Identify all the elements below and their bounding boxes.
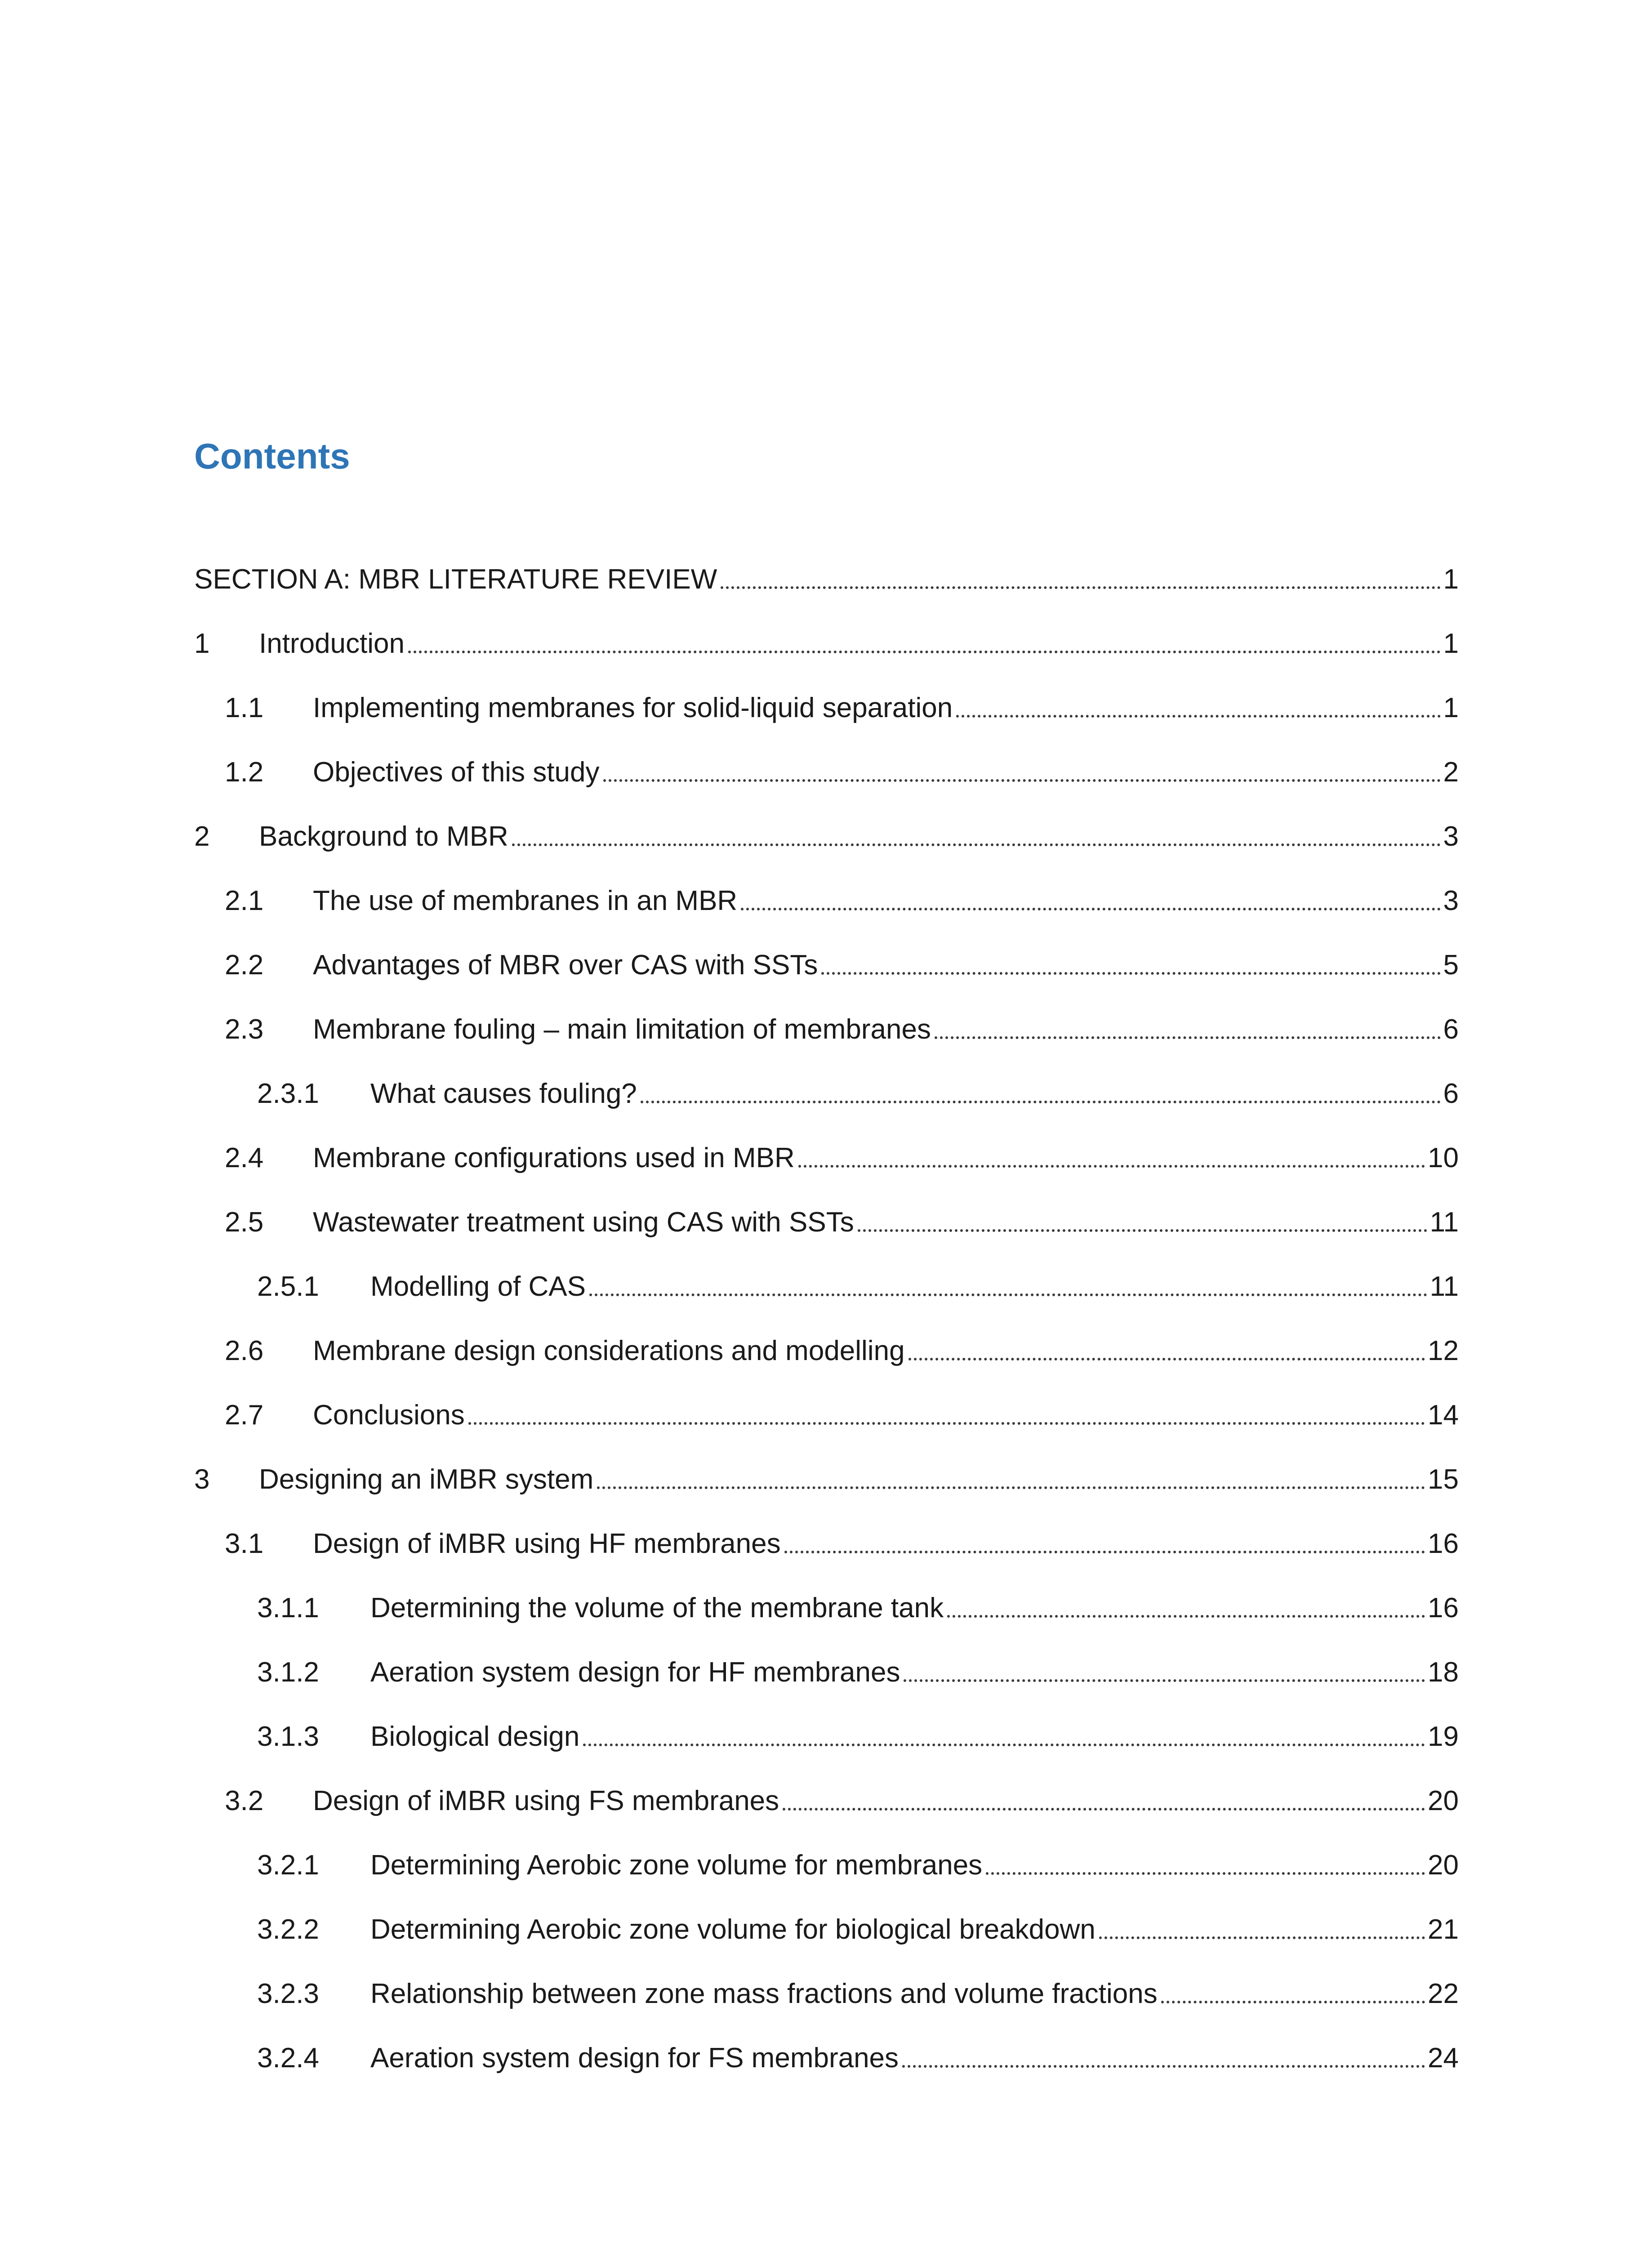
toc-entry-title: Membrane fouling – main limitation of membranes bbox=[313, 1014, 931, 1045]
dot-leader bbox=[408, 623, 1441, 653]
toc-entry-title: Advantages of MBR over CAS with SSTs bbox=[313, 950, 818, 981]
toc-entry-1[interactable] bbox=[194, 617, 1459, 658]
dot-leader bbox=[468, 1394, 1425, 1425]
toc-entry-page: 21 bbox=[1428, 1914, 1459, 1945]
toc-entry-2-7[interactable] bbox=[225, 1389, 1459, 1429]
toc-entry-2-5-1[interactable] bbox=[257, 1260, 1459, 1301]
dot-leader bbox=[902, 2037, 1425, 2068]
toc-entry-title: Membrane design considerations and modelling bbox=[313, 1335, 905, 1366]
toc-entry-number: 2.6 bbox=[225, 1335, 264, 1366]
toc-entry-number: 2.5.1 bbox=[257, 1271, 319, 1302]
dot-leader bbox=[603, 751, 1441, 782]
toc-entry-page: 3 bbox=[1443, 885, 1459, 916]
toc-entry-3-2-4[interactable] bbox=[257, 2032, 1459, 2072]
toc-entry-title: Objectives of this study bbox=[313, 757, 600, 788]
toc-entry-page: 16 bbox=[1428, 1592, 1459, 1624]
toc-entry-3-1-3[interactable] bbox=[257, 1710, 1459, 1751]
toc-entry-number: 2.3 bbox=[225, 1014, 264, 1045]
toc-entry-number: 3.2.4 bbox=[257, 2043, 319, 2074]
toc-entry-number: 1.1 bbox=[225, 692, 264, 723]
toc-entry-page: 1 bbox=[1443, 692, 1459, 723]
toc-entry-2-1[interactable] bbox=[225, 874, 1459, 915]
toc-entry-page: 16 bbox=[1428, 1528, 1459, 1559]
toc-entry-title: Background to MBR bbox=[259, 821, 508, 852]
toc-entry-number: 2.7 bbox=[225, 1400, 264, 1431]
toc-entry-title: SECTION A: MBR LITERATURE REVIEW bbox=[194, 564, 717, 595]
toc-entry-number: 2.5 bbox=[225, 1207, 264, 1238]
toc-entry-title: Aeration system design for FS membranes bbox=[370, 2043, 899, 2074]
toc-entry-number: 3.2.1 bbox=[257, 1850, 319, 1881]
toc-entry-3-1-2[interactable] bbox=[257, 1646, 1459, 1686]
toc-entry-title: Relationship between zone mass fractions and volume fractions bbox=[370, 1978, 1158, 2009]
dot-leader bbox=[512, 816, 1441, 846]
toc-entry-title: Conclusions bbox=[313, 1400, 465, 1431]
dot-leader bbox=[821, 944, 1440, 975]
toc-entry-2-3-1[interactable] bbox=[257, 1067, 1459, 1108]
dot-leader bbox=[589, 1266, 1427, 1296]
toc-entry-number: 2.1 bbox=[225, 885, 264, 916]
dot-leader bbox=[741, 880, 1440, 910]
dot-leader bbox=[721, 558, 1440, 589]
dot-leader bbox=[641, 1073, 1441, 1103]
toc-entry-number: 2.4 bbox=[225, 1142, 264, 1173]
toc-entry-title: Introduction bbox=[259, 628, 405, 659]
toc-entry-3-2[interactable] bbox=[225, 1775, 1459, 1815]
dot-leader bbox=[583, 1716, 1425, 1746]
toc-entry-2-3[interactable] bbox=[225, 1003, 1459, 1044]
toc-entry-2-6[interactable] bbox=[225, 1325, 1459, 1365]
toc-entry-page: 6 bbox=[1443, 1078, 1459, 1109]
toc-entry-number: 3.1 bbox=[225, 1528, 264, 1559]
toc-entry-page: 1 bbox=[1443, 564, 1459, 595]
toc-entry-title: Implementing membranes for solid-liquid separation bbox=[313, 692, 953, 723]
toc-entry-page: 6 bbox=[1443, 1014, 1459, 1045]
toc-entry-title: Determining Aerobic zone volume for biological breakdown bbox=[370, 1914, 1095, 1945]
toc-entry-page: 24 bbox=[1428, 2043, 1459, 2074]
dot-leader bbox=[1161, 1973, 1425, 2003]
toc-entry-3-2-2[interactable] bbox=[257, 1903, 1459, 1944]
dot-leader bbox=[956, 687, 1440, 718]
toc-entry-page: 1 bbox=[1443, 628, 1459, 659]
toc-entry-number: 3.2.3 bbox=[257, 1978, 319, 2009]
toc-entry-title: Designing an iMBR system bbox=[259, 1464, 594, 1495]
toc-entry-3-1[interactable] bbox=[225, 1517, 1459, 1558]
toc-entry-number: 2.2 bbox=[225, 950, 264, 981]
toc-entry-title: Aeration system design for HF membranes bbox=[370, 1657, 900, 1688]
toc-entry-page: 11 bbox=[1429, 1207, 1459, 1238]
dot-leader bbox=[935, 1008, 1441, 1039]
dot-leader bbox=[597, 1459, 1425, 1489]
dot-leader bbox=[798, 1137, 1425, 1168]
toc-entry-page: 20 bbox=[1428, 1850, 1459, 1881]
toc-entry-title: Design of iMBR using HF membranes bbox=[313, 1528, 781, 1559]
toc-entry-page: 18 bbox=[1428, 1657, 1459, 1688]
dot-leader bbox=[858, 1201, 1427, 1232]
toc-entry-number: 1 bbox=[194, 628, 210, 659]
toc-entry-title: Design of iMBR using FS membranes bbox=[313, 1785, 779, 1816]
toc-entry-3[interactable] bbox=[194, 1453, 1459, 1494]
toc-entry-page: 20 bbox=[1428, 1785, 1459, 1816]
toc-entry-title: Membrane configurations used in MBR bbox=[313, 1142, 795, 1173]
dot-leader bbox=[784, 1523, 1425, 1553]
toc-entry-title: Wastewater treatment using CAS with SSTs bbox=[313, 1207, 854, 1238]
toc-entry-1-1[interactable] bbox=[225, 682, 1459, 722]
toc-entry-page: 22 bbox=[1428, 1978, 1459, 2009]
toc-entry-page: 12 bbox=[1428, 1335, 1459, 1366]
dot-leader bbox=[1099, 1909, 1425, 1939]
toc-entry-page: 3 bbox=[1443, 821, 1459, 852]
dot-leader bbox=[908, 1330, 1425, 1360]
toc-entry-1-2[interactable] bbox=[225, 746, 1459, 786]
toc-entry-page: 14 bbox=[1428, 1400, 1459, 1431]
dot-leader bbox=[904, 1651, 1425, 1682]
toc-entry-page: 10 bbox=[1428, 1142, 1459, 1173]
toc-entry-page: 11 bbox=[1429, 1271, 1459, 1302]
toc-entry-title: Biological design bbox=[370, 1721, 580, 1752]
toc-entry-title: What causes fouling? bbox=[370, 1078, 637, 1109]
toc-entry-number: 3.2.2 bbox=[257, 1914, 319, 1945]
toc-entry-number: 3.1.3 bbox=[257, 1721, 319, 1752]
dot-leader bbox=[783, 1780, 1425, 1811]
toc-entry-title: Determining Aerobic zone volume for membranes bbox=[370, 1850, 983, 1881]
toc-entry-section-a[interactable] bbox=[194, 553, 1459, 593]
toc-entry-number: 2 bbox=[194, 821, 210, 852]
toc-entry-2-5[interactable] bbox=[225, 1196, 1459, 1236]
dot-leader bbox=[947, 1587, 1425, 1618]
toc-entry-number: 3.1.2 bbox=[257, 1657, 319, 1688]
dot-leader bbox=[986, 1844, 1425, 1875]
toc-entry-title: Determining the volume of the membrane tank bbox=[370, 1592, 944, 1624]
toc-entry-number: 3 bbox=[194, 1464, 210, 1495]
toc-entry-number: 3.2 bbox=[225, 1785, 264, 1816]
contents-heading: Contents bbox=[194, 436, 350, 476]
toc-entry-title: Modelling of CAS bbox=[370, 1271, 586, 1302]
toc-entry-3-2-3[interactable] bbox=[257, 1967, 1459, 2008]
toc-entry-page: 2 bbox=[1443, 757, 1459, 788]
toc-entry-page: 15 bbox=[1428, 1464, 1459, 1495]
toc-entry-title: The use of membranes in an MBR bbox=[313, 885, 738, 916]
toc-entry-number: 2.3.1 bbox=[257, 1078, 319, 1109]
toc-entry-number: 3.1.1 bbox=[257, 1592, 319, 1624]
toc-entry-2[interactable] bbox=[194, 810, 1459, 851]
toc-entry-page: 5 bbox=[1443, 950, 1459, 981]
toc-entry-number: 1.2 bbox=[225, 757, 264, 788]
toc-entry-page: 19 bbox=[1428, 1721, 1459, 1752]
toc-entry-3-1-1[interactable] bbox=[257, 1582, 1459, 1622]
toc-entry-2-4[interactable] bbox=[225, 1132, 1459, 1172]
toc-entry-3-2-1[interactable] bbox=[257, 1839, 1459, 1879]
toc-entry-2-2[interactable] bbox=[225, 939, 1459, 979]
